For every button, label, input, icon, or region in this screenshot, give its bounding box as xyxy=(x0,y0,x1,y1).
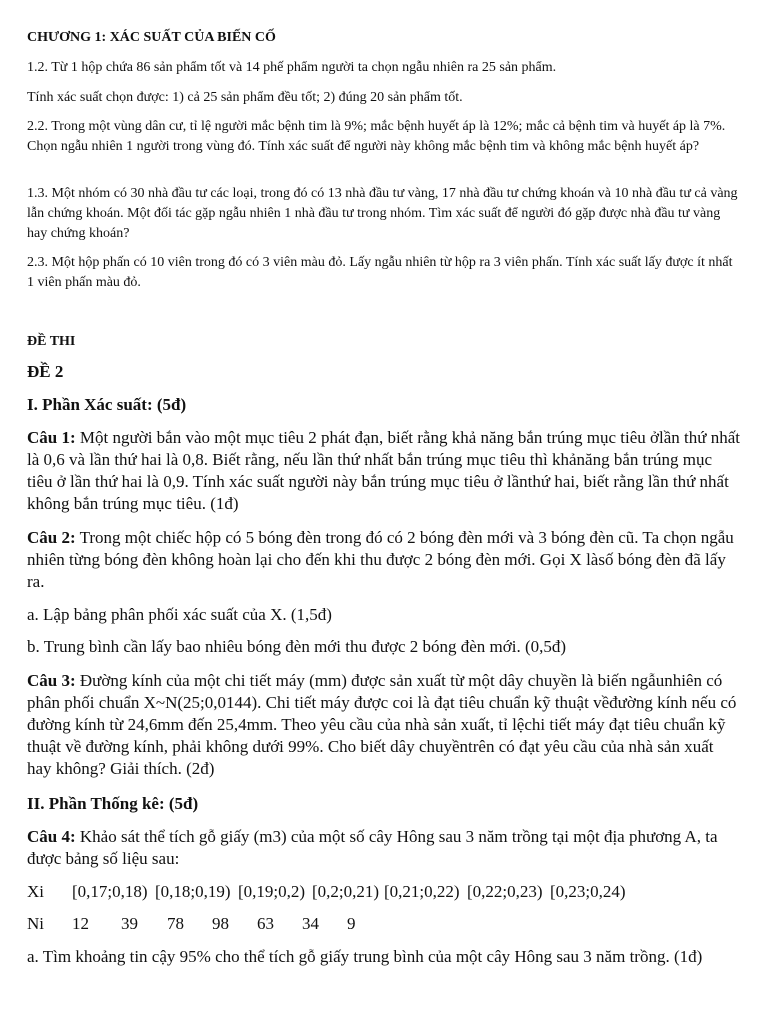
question-4-label: Câu 4: xyxy=(27,827,76,846)
ni-cell: 34 xyxy=(302,914,319,933)
question-4a: a. Tìm khoảng tin cậy 95% cho thể tích gỗ giấy trung bình của một cây Hông sau 3 năm trồng. (1đ) xyxy=(27,947,703,966)
exam-number: ĐỀ 2 xyxy=(27,362,64,381)
xi-label: Xi xyxy=(27,882,44,901)
problem-2-3: 2.3. Một hộp phấn có 10 viên trong đó có 3 viên màu đỏ. Lấy ngẫu nhiên từ hộp ra 3 viên phấn. Tính xác suất lấy được ít nhất 1 viên phấn màu đỏ. xyxy=(27,255,733,290)
problem-1-2-question: Tính xác suất chọn được: 1) cả 25 sản phẩm đều tốt; 2) đúng 20 sản phẩm tốt. xyxy=(27,90,463,105)
question-1-text: Một người bắn vào một mục tiêu 2 phát đạn, biết rằng khả năng bắn trúng mục tiêu ởlần thứ nhất là 0,6 và lần thứ hai là 0,8. Biết rằng, nếu lần thứ nhất bắn trúng mục tiêu thì khảnăng bắn trúng mục tiêu ở lần thứ hai là 0,9. Tính xác suất người này bắn trúng mục tiêu ở lầnthứ hai, biết rằng lần thứ nhất không bắn trúng mục tiêu. (1đ) xyxy=(27,428,740,513)
problem-1-3: 1.3. Một nhóm có 30 nhà đầu tư các loại, trong đó có 13 nhà đầu tư vàng, 17 nhà đầu tư chứng khoán và 10 nhà đầu tư cả vàng lẫn chứng khoán. Một đối tác gặp ngẫu nhiên 1 nhà đầu tư trong nhóm. Tìm xác suất để người đó gặp được nhà đầu tư vàng hay chứng khoán? xyxy=(27,186,738,241)
problem-2-2: 2.2. Trong một vùng dân cư, tỉ lệ người mắc bệnh tim là 9%; mắc bệnh huyết áp là 12%; mắc cả bệnh tim và huyết áp là 7%. Chọn ngẫu nhiên 1 người trong vùng đó. Tính xác suất để người này không mắc bệnh tim và không mắc bệnh huyết áp? xyxy=(27,119,726,154)
question-2-text: Trong một chiếc hộp có 5 bóng đèn trong đó có 2 bóng đèn mới và 3 bóng đèn cũ. Ta chọn ngẫu nhiên từng bóng đèn không hoàn lại cho đến khi thu được 2 bóng đèn mới. Gọi X làsố bóng đèn đã lấy ra. xyxy=(27,528,734,591)
question-3 xyxy=(27,670,741,780)
ni-cell: 39 xyxy=(121,914,138,933)
question-1-label: Câu 1: xyxy=(27,428,76,447)
ni-cell: 63 xyxy=(257,914,274,933)
chapter-title: CHƯƠNG 1: XÁC SUẤT CỦA BIẾN CỐ xyxy=(27,30,276,45)
question-4-text: Khảo sát thể tích gỗ giấy (m3) của một số cây Hông sau 3 năm trồng tại một địa phương A, ta được bảng số liệu sau: xyxy=(27,827,718,868)
xi-cell: [0,21;0,22) xyxy=(384,882,460,901)
question-2 xyxy=(27,527,741,593)
ni-cell: 78 xyxy=(167,914,184,933)
ni-cell: 12 xyxy=(72,914,89,933)
xi-cell: [0,18;0,19) xyxy=(155,882,231,901)
question-3-text: Đường kính của một chi tiết máy (mm) được sản xuất từ một dây chuyền là biến ngẫunhiên có phân phối chuẩn X~N(25;0,0144). Chi tiết máy được coi là đạt tiêu chuẩn kỹ thuật vềđường kính nếu có đường kính từ 24,6mm đến 25,4mm. Theo yêu cầu của nhà sản xuất, tỉ lệchi tiết máy đạt tiêu chuẩn kỹ thuật về đường kính, phải không dưới 99%. Cho biết dây chuyềntrên có đạt yêu cầu của nhà sản xuất hay không? Giải thích. (2đ) xyxy=(27,671,737,778)
question-2b: b. Trung bình cần lấy bao nhiêu bóng đèn mới thu được 2 bóng đèn mới. (0,5đ) xyxy=(27,637,567,656)
question-3-label: Câu 3: xyxy=(27,671,76,690)
exam-heading: ĐỀ THI xyxy=(27,334,76,349)
xi-cell: [0,22;0,23) xyxy=(467,882,543,901)
part-2-heading: II. Phần Thống kê: (5đ) xyxy=(27,794,199,813)
problem-1-2: 1.2. Từ 1 hộp chứa 86 sản phẩm tốt và 14 phế phẩm người ta chọn ngẫu nhiên ra 25 sản phẩm. xyxy=(27,60,557,75)
xi-cell: [0,17;0,18) xyxy=(72,882,148,901)
ni-label: Ni xyxy=(27,914,44,933)
question-2-label: Câu 2: xyxy=(27,528,76,547)
xi-cell: [0,19;0,2) xyxy=(238,882,306,901)
ni-cell: 9 xyxy=(347,914,356,933)
question-1 xyxy=(27,427,741,515)
question-4 xyxy=(27,826,741,870)
table-row-ni xyxy=(27,913,741,935)
part-1-heading: I. Phần Xác suất: (5đ) xyxy=(27,395,187,414)
ni-cell: 98 xyxy=(212,914,229,933)
xi-cell: [0,23;0,24) xyxy=(550,882,626,901)
table-row-xi xyxy=(27,881,741,903)
xi-cell: [0,2;0,21) xyxy=(312,882,380,901)
question-2a: a. Lập bảng phân phối xác suất của X. (1,5đ) xyxy=(27,605,332,624)
